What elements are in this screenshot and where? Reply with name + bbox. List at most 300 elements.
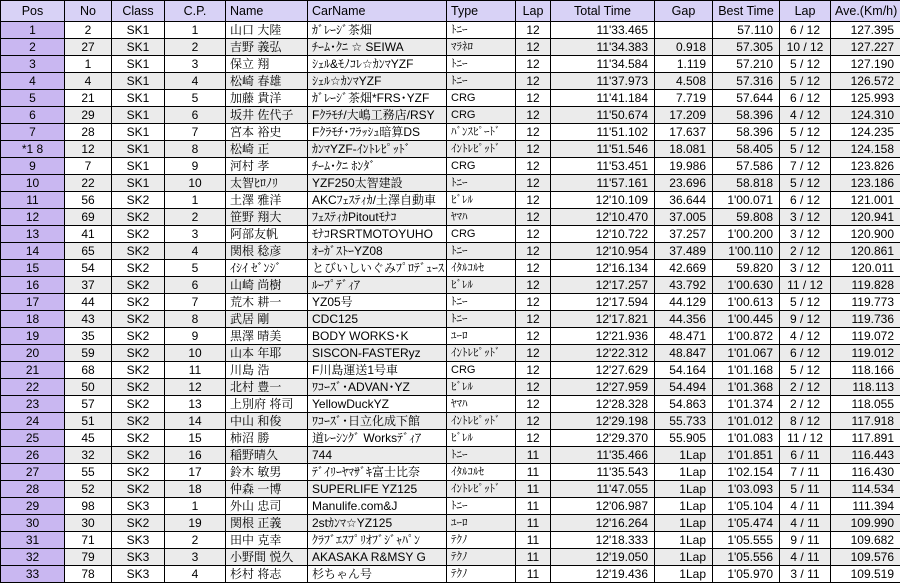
cell-name: 河村 孝 [226,158,308,175]
column-header-carname: CarName [308,1,447,22]
cell-type: ﾔﾏﾊ [447,396,516,413]
cell-no: 52 [65,481,112,498]
cell-carname: AKASAKA R&MSY G [308,549,447,566]
cell-best-lap: 4 / 12 [780,107,831,124]
table-row [1,311,900,328]
cell-cp: 2 [165,532,226,549]
cell-cp: 1 [165,192,226,209]
cell-gap: 17.209 [655,107,713,124]
cell-gap: 55.905 [655,430,713,447]
table-row [1,107,900,124]
cell-class: SK1 [112,107,165,124]
cell-total-time: 11'34.383 [551,39,655,56]
cell-total-time: 12'10.109 [551,192,655,209]
cell-best-time: 1'05.555 [713,532,780,549]
cell-no: 59 [65,345,112,362]
cell-best-lap: 4 / 11 [780,498,831,515]
cell-average-speed: 119.773 [831,294,900,311]
cell-total-time: 12'17.257 [551,277,655,294]
cell-best-lap: 6 / 12 [780,192,831,209]
cell-pos: 6 [1,107,65,124]
cell-cp: 4 [165,243,226,260]
cell-cp: 2 [165,39,226,56]
cell-best-lap: 5 / 12 [780,362,831,379]
cell-pos: 21 [1,362,65,379]
cell-total-time: 12'06.987 [551,498,655,515]
cell-name: ｲｼｲ ｾﾞﾝｼﾞ [226,260,308,277]
column-header-best-lap: Lap [780,1,831,22]
cell-total-time: 12'17.594 [551,294,655,311]
cell-best-time: 1'01.168 [713,362,780,379]
cell-name: 上別府 将司 [226,396,308,413]
cell-total-time: 11'53.451 [551,158,655,175]
cell-class: SK2 [112,209,165,226]
cell-pos: 23 [1,396,65,413]
cell-best-time: 1'02.154 [713,464,780,481]
table-row [1,175,900,192]
cell-carname: ﾙｰﾌﾟﾃﾞｨｱ [308,277,447,294]
cell-gap: 37.489 [655,243,713,260]
cell-pos: 24 [1,413,65,430]
column-header-class: Class [112,1,165,22]
cell-type: ﾔﾏﾊ [447,209,516,226]
cell-laps: 12 [516,311,551,328]
cell-type: ﾃｸﾉ [447,566,516,583]
cell-gap: 48.847 [655,345,713,362]
cell-cp: 3 [165,226,226,243]
cell-name: 黒澤 晴美 [226,328,308,345]
cell-total-time: 12'29.198 [551,413,655,430]
cell-best-lap: 3 / 12 [780,226,831,243]
cell-best-time: 1'00.110 [713,243,780,260]
cell-class: SK2 [112,260,165,277]
column-header-laps: Lap [516,1,551,22]
cell-total-time: 12'21.936 [551,328,655,345]
cell-pos: 15 [1,260,65,277]
cell-class: SK2 [112,192,165,209]
cell-total-time: 12'19.050 [551,549,655,566]
cell-total-time: 11'57.161 [551,175,655,192]
cell-cp: 13 [165,396,226,413]
cell-laps: 11 [516,447,551,464]
cell-no: 68 [65,362,112,379]
table-row [1,192,900,209]
cell-laps: 12 [516,73,551,90]
cell-gap: 1.119 [655,56,713,73]
cell-no: 27 [65,39,112,56]
cell-cp: 1 [165,22,226,39]
cell-class: SK1 [112,56,165,73]
cell-gap: 4.508 [655,73,713,90]
cell-carname: ﾜｺｰｽﾞ･ADVAN･YZ [308,379,447,396]
cell-pos: 11 [1,192,65,209]
cell-average-speed: 127.190 [831,56,900,73]
cell-carname: 杉ちゃん号 [308,566,447,583]
cell-total-time: 11'34.584 [551,56,655,73]
cell-gap: 44.356 [655,311,713,328]
cell-type: ﾄﾆｰ [447,447,516,464]
cell-cp: 5 [165,90,226,107]
cell-average-speed: 117.918 [831,413,900,430]
cell-total-time: 11'51.102 [551,124,655,141]
table-row [1,39,900,56]
cell-total-time: 12'22.312 [551,345,655,362]
cell-carname: SUPERLIFE YZ125 [308,481,447,498]
cell-no: 45 [65,430,112,447]
cell-gap: 54.164 [655,362,713,379]
table-row [1,158,900,175]
cell-laps: 12 [516,294,551,311]
cell-class: SK1 [112,90,165,107]
cell-average-speed: 124.310 [831,107,900,124]
cell-best-time: 58.396 [713,124,780,141]
cell-best-lap: 3 / 12 [780,209,831,226]
cell-best-time: 1'05.970 [713,566,780,583]
cell-best-lap: 7 / 12 [780,158,831,175]
cell-gap: 43.792 [655,277,713,294]
cell-cp: 17 [165,464,226,481]
cell-pos: *1 8 [1,141,65,158]
cell-no: 56 [65,192,112,209]
cell-name: 杉村 将志 [226,566,308,583]
cell-best-time: 1'05.556 [713,549,780,566]
cell-carname: SISCON-FASTERyz [308,345,447,362]
cell-carname: ｵｰｶﾞｽﾄｰYZ08 [308,243,447,260]
cell-gap: 1Lap [655,464,713,481]
cell-laps: 11 [516,481,551,498]
cell-cp: 8 [165,311,226,328]
cell-laps: 11 [516,464,551,481]
cell-gap: 1Lap [655,481,713,498]
cell-carname: ｼｪﾙ&ﾓﾉｺﾚ☆ｶﾝﾏYZF [308,56,447,73]
cell-carname: ﾁｰﾑ･ｸﾆ ﾎﾝﾀﾞ [308,158,447,175]
table-row [1,498,900,515]
cell-total-time: 12'16.264 [551,515,655,532]
cell-cp: 7 [165,294,226,311]
cell-name: 阿部友帆 [226,226,308,243]
cell-gap: 19.986 [655,158,713,175]
cell-cp: 3 [165,56,226,73]
cell-cp: 15 [165,430,226,447]
cell-cp: 10 [165,175,226,192]
cell-best-time: 1'01.083 [713,430,780,447]
cell-pos: 31 [1,532,65,549]
cell-pos: 7 [1,124,65,141]
cell-pos: 18 [1,311,65,328]
cell-type: ﾄﾆｰ [447,73,516,90]
cell-laps: 12 [516,107,551,124]
cell-laps: 12 [516,209,551,226]
cell-best-lap: 10 / 12 [780,39,831,56]
cell-best-time: 1'01.067 [713,345,780,362]
cell-class: SK1 [112,73,165,90]
cell-name: 山崎 尚樹 [226,277,308,294]
cell-no: 79 [65,549,112,566]
table-row [1,141,900,158]
cell-class: SK1 [112,175,165,192]
cell-name: 坂井 佐代子 [226,107,308,124]
cell-no: 32 [65,447,112,464]
cell-pos: 20 [1,345,65,362]
cell-best-time: 57.110 [713,22,780,39]
cell-name: 外山 忠司 [226,498,308,515]
cell-no: 71 [65,532,112,549]
cell-name: 川島 浩 [226,362,308,379]
cell-type: ﾋﾞﾚﾙ [447,277,516,294]
cell-no: 43 [65,311,112,328]
cell-best-lap: 8 / 12 [780,413,831,430]
cell-name: 山本 年耶 [226,345,308,362]
cell-laps: 12 [516,90,551,107]
column-header-cp: C.P. [165,1,226,22]
cell-best-time: 1'00.613 [713,294,780,311]
table-row [1,124,900,141]
cell-no: 35 [65,328,112,345]
cell-best-lap: 6 / 12 [780,90,831,107]
cell-average-speed: 126.572 [831,73,900,90]
cell-carname: ｶﾞﾚｰｼﾞ茶畑*FRS･YZF [308,90,447,107]
cell-best-lap: 5 / 12 [780,56,831,73]
cell-carname: 744 [308,447,447,464]
cell-type: ﾄﾆｰ [447,56,516,73]
cell-best-time: 58.818 [713,175,780,192]
cell-type: ﾋﾞﾚﾙ [447,192,516,209]
cell-laps: 12 [516,430,551,447]
cell-type: ﾃｸﾉ [447,549,516,566]
cell-average-speed: 120.941 [831,209,900,226]
cell-cp: 9 [165,158,226,175]
cell-cp: 7 [165,124,226,141]
cell-average-speed: 120.900 [831,226,900,243]
cell-gap: 1Lap [655,549,713,566]
cell-best-time: 59.808 [713,209,780,226]
cell-best-lap: 9 / 11 [780,532,831,549]
cell-carname: とびいしいぐみﾌﾟﾛﾃﾞｭｰｽ [308,260,447,277]
cell-no: 54 [65,260,112,277]
cell-type: ﾄﾆｰ [447,22,516,39]
cell-name: 北村 豊一 [226,379,308,396]
cell-pos: 14 [1,243,65,260]
cell-best-lap: 6 / 11 [780,447,831,464]
cell-gap: 1Lap [655,498,713,515]
column-header-best-time: Best Time [713,1,780,22]
cell-cp: 12 [165,379,226,396]
cell-name: 中山 和俊 [226,413,308,430]
cell-average-speed: 118.055 [831,396,900,413]
cell-pos: 17 [1,294,65,311]
cell-gap: 36.644 [655,192,713,209]
cell-type: ﾄﾆｰ [447,175,516,192]
cell-no: 44 [65,294,112,311]
cell-carname: ﾁｰﾑ･ｸﾆ ☆ SEIWA [308,39,447,56]
cell-carname: Manulife.com&J [308,498,447,515]
cell-best-lap: 4 / 12 [780,328,831,345]
cell-carname: Fｸﾗﾓﾁ/大嶋工務店/RSY [308,107,447,124]
cell-class: SK3 [112,498,165,515]
cell-total-time: 11'33.465 [551,22,655,39]
cell-cp: 6 [165,107,226,124]
table-row [1,447,900,464]
cell-gap: 18.081 [655,141,713,158]
column-header-average-speed: Ave.(Km/h) [831,1,900,22]
cell-best-time: 1'00.872 [713,328,780,345]
cell-best-time: 57.316 [713,73,780,90]
cell-best-lap: 3 / 11 [780,566,831,583]
cell-laps: 11 [516,498,551,515]
cell-best-time: 57.586 [713,158,780,175]
table-row [1,362,900,379]
cell-best-lap: 5 / 12 [780,141,831,158]
cell-laps: 11 [516,549,551,566]
cell-total-time: 12'10.954 [551,243,655,260]
table-row [1,464,900,481]
cell-carname: AKCﾌｪｽﾃｨｶ/土澤自動車 [308,192,447,209]
cell-gap: 44.129 [655,294,713,311]
cell-average-speed: 116.430 [831,464,900,481]
cell-cp: 14 [165,413,226,430]
cell-gap: 1Lap [655,532,713,549]
cell-class: SK2 [112,379,165,396]
cell-name: 柿沼 勝 [226,430,308,447]
cell-best-lap: 2 / 12 [780,396,831,413]
table-row [1,481,900,498]
cell-type: CRG [447,90,516,107]
cell-pos: 3 [1,56,65,73]
cell-pos: 33 [1,566,65,583]
table-row [1,56,900,73]
table-row [1,277,900,294]
cell-laps: 11 [516,566,551,583]
cell-name: 土澤 雅洋 [226,192,308,209]
cell-best-lap: 5 / 12 [780,73,831,90]
cell-type: ﾋﾞﾚﾙ [447,379,516,396]
results-header-row [1,1,900,22]
cell-name: 小野間 悦久 [226,549,308,566]
cell-best-time: 1'00.630 [713,277,780,294]
cell-cp: 11 [165,362,226,379]
cell-pos: 22 [1,379,65,396]
cell-no: 30 [65,515,112,532]
cell-pos: 19 [1,328,65,345]
cell-total-time: 11'51.546 [551,141,655,158]
cell-carname: YellowDuckYZ [308,396,447,413]
table-row [1,260,900,277]
cell-average-speed: 127.227 [831,39,900,56]
cell-average-speed: 124.235 [831,124,900,141]
cell-cp: 19 [165,515,226,532]
cell-cp: 16 [165,447,226,464]
cell-type: ﾏﾗﾈﾛ [447,39,516,56]
column-header-total-time: Total Time [551,1,655,22]
cell-total-time: 12'28.328 [551,396,655,413]
cell-average-speed: 125.993 [831,90,900,107]
cell-class: SK3 [112,566,165,583]
cell-average-speed: 121.001 [831,192,900,209]
table-row [1,328,900,345]
cell-no: 50 [65,379,112,396]
cell-pos: 27 [1,464,65,481]
cell-total-time: 12'19.436 [551,566,655,583]
cell-no: 29 [65,107,112,124]
cell-pos: 30 [1,515,65,532]
cell-carname: YZF250太智建設 [308,175,447,192]
cell-carname: ｶﾝﾏYZF-ｲﾝﾄﾚﾋﾟｯﾄﾞ [308,141,447,158]
cell-laps: 12 [516,396,551,413]
cell-type: ﾕｰﾛ [447,515,516,532]
cell-average-speed: 120.861 [831,243,900,260]
cell-carname: CDC125 [308,311,447,328]
cell-gap: 42.669 [655,260,713,277]
cell-name: 関根 正義 [226,515,308,532]
cell-best-time: 1'05.474 [713,515,780,532]
cell-total-time: 12'10.470 [551,209,655,226]
cell-average-speed: 111.394 [831,498,900,515]
table-row [1,430,900,447]
cell-name: 武居 剛 [226,311,308,328]
cell-cp: 1 [165,498,226,515]
cell-type: ﾊﾞﾝｽﾋﾟｰﾄﾞ [447,124,516,141]
cell-cp: 3 [165,549,226,566]
cell-type: ｲﾝﾄﾚﾋﾟｯﾄﾞ [447,481,516,498]
cell-total-time: 12'16.134 [551,260,655,277]
cell-best-lap: 2 / 12 [780,243,831,260]
cell-class: SK2 [112,464,165,481]
cell-pos: 26 [1,447,65,464]
cell-class: SK2 [112,481,165,498]
cell-gap: 1Lap [655,515,713,532]
cell-gap: 55.733 [655,413,713,430]
cell-no: 78 [65,566,112,583]
cell-best-time: 1'01.374 [713,396,780,413]
cell-no: 22 [65,175,112,192]
cell-gap: 23.696 [655,175,713,192]
cell-gap: 54.494 [655,379,713,396]
cell-average-speed: 118.166 [831,362,900,379]
cell-pos: 2 [1,39,65,56]
table-row [1,549,900,566]
cell-name: 松崎 春雄 [226,73,308,90]
cell-total-time: 12'10.722 [551,226,655,243]
cell-type: CRG [447,362,516,379]
cell-name: 鈴木 敏男 [226,464,308,481]
cell-class: SK3 [112,549,165,566]
cell-cp: 2 [165,209,226,226]
table-row [1,566,900,583]
table-row [1,22,900,39]
results-body [1,22,900,583]
cell-average-speed: 114.534 [831,481,900,498]
cell-cp: 18 [165,481,226,498]
cell-pos: 16 [1,277,65,294]
cell-name: 太智ﾋﾛﾉﾘ [226,175,308,192]
cell-total-time: 12'17.821 [551,311,655,328]
cell-pos: 29 [1,498,65,515]
cell-average-speed: 123.826 [831,158,900,175]
cell-best-lap: 9 / 12 [780,311,831,328]
cell-name: 稲野晴久 [226,447,308,464]
cell-no: 57 [65,396,112,413]
cell-total-time: 11'35.466 [551,447,655,464]
cell-laps: 12 [516,56,551,73]
cell-name: 吉野 義弘 [226,39,308,56]
cell-gap: 1Lap [655,566,713,583]
cell-gap [655,22,713,39]
cell-class: SK2 [112,311,165,328]
cell-no: 4 [65,73,112,90]
table-row [1,226,900,243]
cell-no: 1 [65,56,112,73]
cell-name: 松崎 正 [226,141,308,158]
